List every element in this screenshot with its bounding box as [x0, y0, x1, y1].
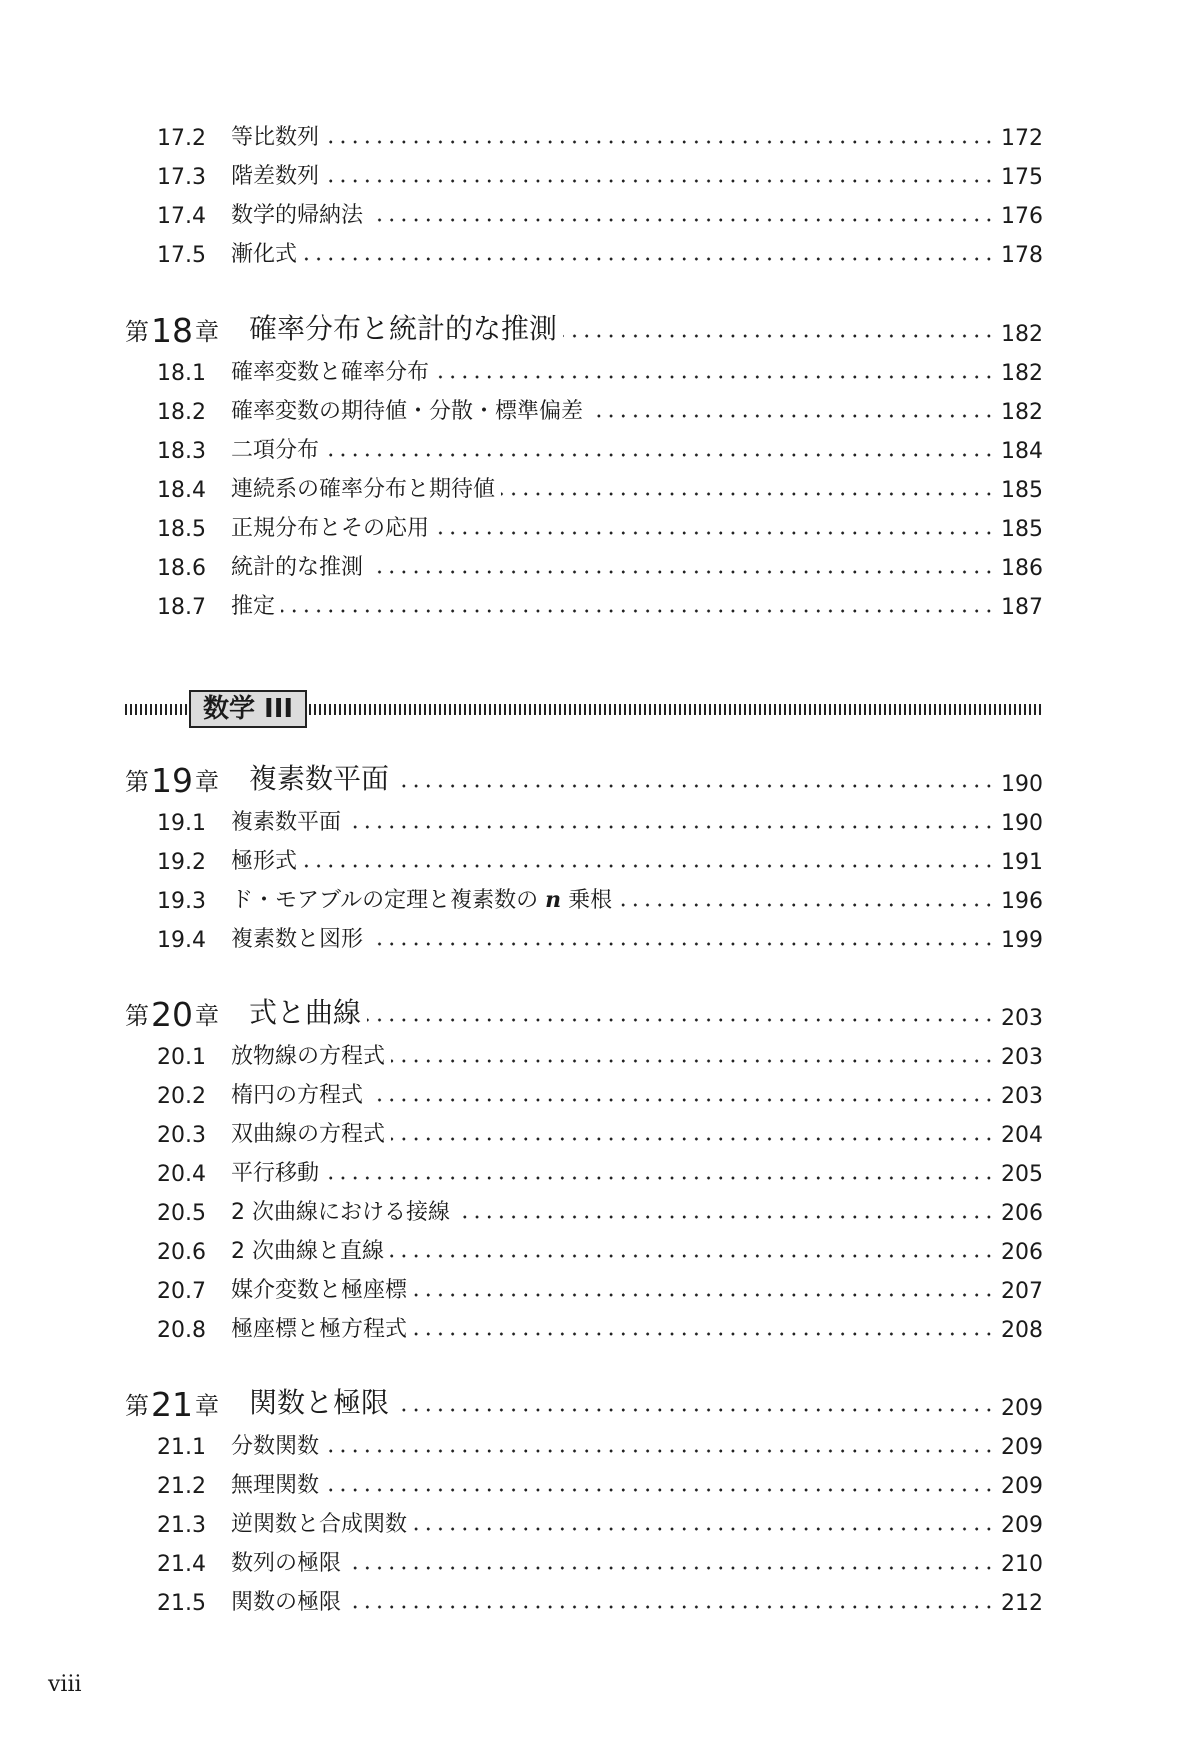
dot-leader [347, 1602, 995, 1612]
toc-entry-19-3[interactable] [125, 880, 1043, 914]
section-number: 20.1 [157, 1045, 206, 1070]
toc-entry-17-5[interactable] [125, 234, 1043, 268]
section-title: 極座標と極方程式 [231, 1317, 408, 1342]
section-title: 極形式 [231, 849, 298, 874]
section-number: 21.5 [157, 1591, 206, 1616]
section-title [231, 883, 612, 914]
page-number: 199 [1001, 928, 1043, 953]
toc-chapter-18[interactable] [125, 307, 1043, 350]
section-title: 関数の極限 [231, 1590, 342, 1615]
page-number: 209 [1001, 1396, 1043, 1421]
dot-leader [501, 489, 995, 499]
section-number: 19.2 [157, 850, 206, 875]
section-number: 19.4 [157, 928, 206, 953]
dot-leader [325, 450, 995, 460]
section-title: 階差数列 [231, 164, 320, 189]
toc-entry-21-5[interactable] [125, 1582, 1043, 1616]
dot-leader [390, 1251, 995, 1261]
dot-leader [347, 1563, 995, 1573]
dot-leader [413, 1290, 995, 1300]
section-title: 楕円の方程式 [231, 1083, 364, 1108]
section-number: 21.4 [157, 1552, 206, 1577]
section-title: 媒介変数と極座標 [231, 1278, 408, 1303]
page-number: 208 [1001, 1318, 1043, 1343]
divider-rule-right [309, 704, 1043, 715]
section-title: 統計的な推測 [231, 555, 364, 580]
toc-chapter-21[interactable] [125, 1381, 1043, 1424]
page-number: 186 [1001, 556, 1043, 581]
section-number: 18.3 [157, 439, 206, 464]
page-number: 190 [1001, 772, 1043, 797]
chapter-suffix: 章 [195, 768, 219, 796]
toc-entry-18-4[interactable] [125, 469, 1043, 503]
page-number: 178 [1001, 243, 1043, 268]
part-heading[interactable]: 数学 III [189, 690, 307, 728]
dot-leader [395, 1405, 995, 1415]
page-number: 182 [1001, 322, 1043, 347]
toc-entry-18-6[interactable] [125, 547, 1043, 581]
chapter-number: 20 [151, 995, 193, 1034]
toc-entry-18-1[interactable] [125, 352, 1043, 386]
chapter-suffix: 章 [195, 1002, 219, 1030]
chapter-title: 式と曲線 [249, 996, 362, 1029]
section-number: 17.5 [157, 243, 206, 268]
chapter-prefix: 第 [125, 768, 149, 796]
dot-leader [413, 1524, 995, 1534]
toc-entry-18-7[interactable] [125, 586, 1043, 620]
toc-entry-19-2[interactable] [125, 841, 1043, 875]
page-number: 212 [1001, 1591, 1043, 1616]
part-divider [125, 691, 1043, 727]
section-title-part: ド・モアブルの定理と複素数の [231, 888, 539, 913]
dot-leader [325, 1485, 995, 1495]
page-number: 196 [1001, 889, 1043, 914]
dot-leader [303, 861, 995, 871]
page-number: 172 [1001, 126, 1043, 151]
toc-entry-21-3[interactable] [125, 1504, 1043, 1538]
section-title: 双曲線の方程式 [231, 1122, 386, 1147]
dot-leader [325, 1446, 995, 1456]
page-number: 204 [1001, 1123, 1043, 1148]
page-number: 175 [1001, 165, 1043, 190]
dot-leader [369, 215, 995, 225]
page-number: 206 [1001, 1201, 1043, 1226]
divider-rule-left [125, 704, 187, 715]
section-title: 二項分布 [231, 438, 320, 463]
section-number: 17.4 [157, 204, 206, 229]
section-title: 無理関数 [231, 1473, 320, 1498]
section-title: 2 次曲線と直線 [231, 1239, 384, 1264]
toc-entry-20-2[interactable] [125, 1075, 1043, 1109]
section-number: 20.3 [157, 1123, 206, 1148]
section-number: 19.3 [157, 889, 206, 914]
toc-entry-20-3[interactable] [125, 1114, 1043, 1148]
toc-chapter-19[interactable] [125, 757, 1043, 800]
section-title: 2 次曲線における接線 [231, 1200, 450, 1225]
section-number: 17.3 [157, 165, 206, 190]
section-title: 確率変数の期待値・分散・標準偏差 [231, 399, 584, 424]
section-number: 18.2 [157, 400, 206, 425]
dot-leader [618, 900, 995, 910]
chapter-prefix: 第 [125, 1392, 149, 1420]
section-title-part: 乗根 [568, 888, 613, 913]
page-number: 185 [1001, 517, 1043, 542]
toc-entry-20-1[interactable] [125, 1036, 1043, 1070]
page-folio: viii [48, 1672, 82, 1697]
section-title: 複素数平面 [231, 810, 342, 835]
dot-leader [325, 137, 995, 147]
toc-entry-19-1[interactable] [125, 802, 1043, 836]
page-number: 210 [1001, 1552, 1043, 1577]
section-number: 21.2 [157, 1474, 206, 1499]
dot-leader [369, 939, 995, 949]
section-number: 21.1 [157, 1435, 206, 1460]
dot-leader [325, 176, 995, 186]
section-number: 18.5 [157, 517, 206, 542]
page-number: 203 [1001, 1084, 1043, 1109]
toc-entry-17-2[interactable] [125, 117, 1043, 151]
toc-entry-18-3[interactable] [125, 430, 1043, 464]
toc-entry-20-8[interactable] [125, 1309, 1043, 1343]
chapter-number: 21 [151, 1385, 193, 1424]
page-number: 185 [1001, 478, 1043, 503]
page-number: 176 [1001, 204, 1043, 229]
dot-leader [391, 1056, 995, 1066]
dot-leader [325, 1173, 995, 1183]
section-number: 17.2 [157, 126, 206, 151]
section-title: 連続系の確率分布と期待値 [231, 477, 496, 502]
math-variable: n [545, 887, 562, 913]
toc-entry-17-3[interactable] [125, 156, 1043, 190]
section-number: 18.6 [157, 556, 206, 581]
page-number: 209 [1001, 1474, 1043, 1499]
page-number: 191 [1001, 850, 1043, 875]
dot-leader [367, 1015, 995, 1025]
dot-leader [281, 606, 995, 616]
section-number: 18.4 [157, 478, 206, 503]
section-number: 18.7 [157, 595, 206, 620]
section-number: 20.8 [157, 1318, 206, 1343]
dot-leader [413, 1329, 995, 1339]
section-title: 正規分布とその応用 [231, 516, 430, 541]
section-number: 20.6 [157, 1240, 206, 1265]
dot-leader [369, 1095, 995, 1105]
chapter-title: 確率分布と統計的な推測 [249, 312, 558, 345]
dot-leader [563, 331, 995, 341]
toc-entry-17-4[interactable] [125, 195, 1043, 229]
chapter-number: 19 [151, 761, 193, 800]
section-number: 21.3 [157, 1513, 206, 1538]
section-title: 数学的帰納法 [231, 203, 364, 228]
chapter-suffix: 章 [195, 1392, 219, 1420]
toc-entry-20-7[interactable] [125, 1270, 1043, 1304]
chapter-number: 18 [151, 311, 193, 350]
page-number: 207 [1001, 1279, 1043, 1304]
section-title: 等比数列 [231, 125, 320, 150]
chapter-suffix: 章 [195, 318, 219, 346]
section-number: 19.1 [157, 811, 206, 836]
toc-entry-19-4[interactable] [125, 919, 1043, 953]
section-number: 20.2 [157, 1084, 206, 1109]
toc-chapter-20[interactable] [125, 991, 1043, 1034]
section-title: 複素数と図形 [231, 927, 364, 952]
section-title: 分数関数 [231, 1434, 320, 1459]
page-number: 206 [1001, 1240, 1043, 1265]
section-title: 平行移動 [231, 1161, 320, 1186]
page-number: 184 [1001, 439, 1043, 464]
dot-leader [589, 411, 995, 421]
dot-leader [391, 1134, 995, 1144]
chapter-title: 関数と極限 [249, 1386, 390, 1419]
section-title: 確率変数と確率分布 [231, 360, 430, 385]
section-number: 18.1 [157, 361, 206, 386]
section-title: 推定 [231, 594, 276, 619]
section-title: 放物線の方程式 [231, 1044, 386, 1069]
dot-leader [369, 567, 995, 577]
toc-entry-21-4[interactable] [125, 1543, 1043, 1577]
section-title: 逆関数と合成関数 [231, 1512, 408, 1537]
page-number: 190 [1001, 811, 1043, 836]
page-number: 203 [1001, 1006, 1043, 1031]
toc-entry-18-5[interactable] [125, 508, 1043, 542]
dot-leader [395, 781, 995, 791]
section-number: 20.5 [157, 1201, 206, 1226]
dot-leader [435, 528, 995, 538]
toc-entry-20-5[interactable] [125, 1192, 1043, 1226]
toc-entry-21-2[interactable] [125, 1465, 1043, 1499]
section-number: 20.4 [157, 1162, 206, 1187]
section-title: 漸化式 [231, 242, 298, 267]
chapter-prefix: 第 [125, 1002, 149, 1030]
toc-entry-18-2[interactable] [125, 391, 1043, 425]
page-number: 182 [1001, 400, 1043, 425]
toc-entry-21-1[interactable] [125, 1426, 1043, 1460]
dot-leader [303, 254, 995, 264]
page-number: 209 [1001, 1435, 1043, 1460]
toc-entry-20-4[interactable] [125, 1153, 1043, 1187]
toc-entry-20-6[interactable] [125, 1231, 1043, 1265]
section-number: 20.7 [157, 1279, 206, 1304]
page-number: 203 [1001, 1045, 1043, 1070]
page-number: 205 [1001, 1162, 1043, 1187]
chapter-title: 複素数平面 [249, 762, 390, 795]
section-title: 数列の極限 [231, 1551, 342, 1576]
dot-leader [347, 822, 995, 832]
dot-leader [435, 372, 995, 382]
page-number: 209 [1001, 1513, 1043, 1538]
chapter-prefix: 第 [125, 318, 149, 346]
page-number: 187 [1001, 595, 1043, 620]
dot-leader [456, 1212, 995, 1222]
page-number: 182 [1001, 361, 1043, 386]
